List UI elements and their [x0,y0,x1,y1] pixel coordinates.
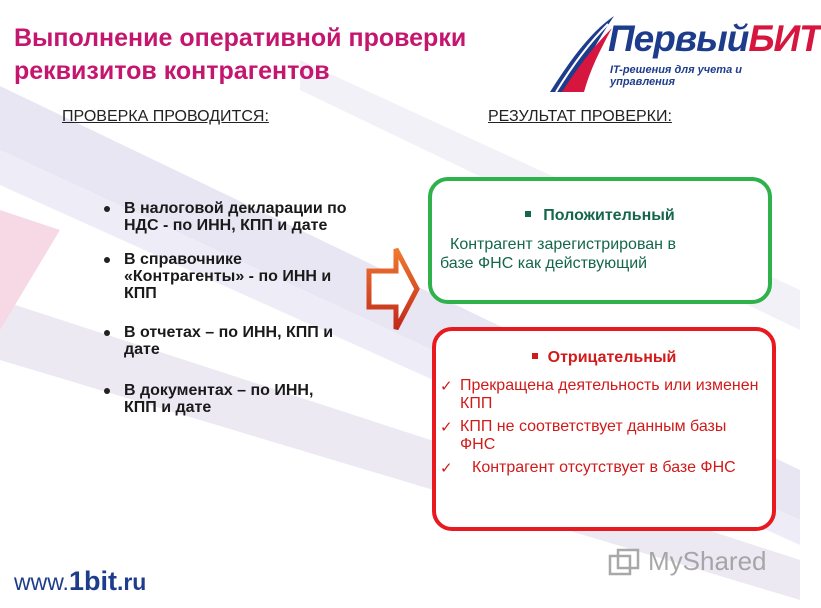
bullet-dot-icon [104,206,110,212]
check-item [100,251,350,302]
right-header: РЕЗУЛЬТАТ ПРОВЕРКИ: [488,108,672,125]
positive-text-line2: базе ФНС как действующий [440,255,648,272]
logo-name-part2: БИТ [748,18,821,59]
negative-item-text: КПП не соответствует данным базы ФНС [460,418,727,453]
logo [548,8,821,100]
checks-list [100,200,350,416]
check-item-text: В документах – по ИНН, КПП и дате [124,382,314,416]
slide-title: Выполнение оперативной проверки реквизитов контрагентов [14,24,467,85]
negative-item [440,459,762,477]
check-item [100,200,350,234]
check-item-text: В отчетах – по ИНН, КПП и дате [124,324,334,358]
website-url[interactable] [14,566,146,597]
negative-result-box [432,327,776,531]
negative-item-text: Контрагент отсутствует в базе ФНС [472,459,736,476]
bullet-dot-icon [104,388,110,394]
bullet-dot-icon [104,257,110,263]
watermark-icon [608,548,642,578]
checkmark-icon: ✓ [440,378,453,395]
square-bullet-icon [525,211,531,217]
watermark [608,546,767,578]
check-item [100,382,350,416]
negative-item [440,418,762,454]
logo-tagline: IT-решения для учета и управления [610,64,742,88]
positive-result-box [428,177,772,304]
square-bullet-icon [532,353,538,359]
check-item-text: В справочнике «Контрагенты» - по ИНН и КПП [124,251,332,302]
watermark-text: MyShared [648,546,767,576]
negative-list [440,377,762,482]
checkmark-icon: ✓ [440,419,453,436]
check-item-text: В налоговой декларации по НДС - по ИНН, КПП и дате [124,200,347,234]
website-suffix: .ru [116,569,147,595]
positive-title: Положительный [543,207,675,224]
arrow-right-icon [366,246,420,332]
website-brand: 1bit [68,566,117,596]
negative-title: Отрицательный [547,349,677,366]
checkmark-icon: ✓ [440,460,453,477]
logo-name-part1: Первый [608,18,749,59]
negative-item-text: Прекращена деятельность или изменен КПП [460,377,759,412]
website-prefix: www. [14,569,69,595]
left-header: ПРОВЕРКА ПРОВОДИТСЯ: [62,108,269,125]
negative-item [440,377,762,413]
positive-text-line1: Контрагент зарегистрирован в [450,236,676,253]
bullet-dot-icon [104,330,110,336]
check-item [100,324,350,358]
